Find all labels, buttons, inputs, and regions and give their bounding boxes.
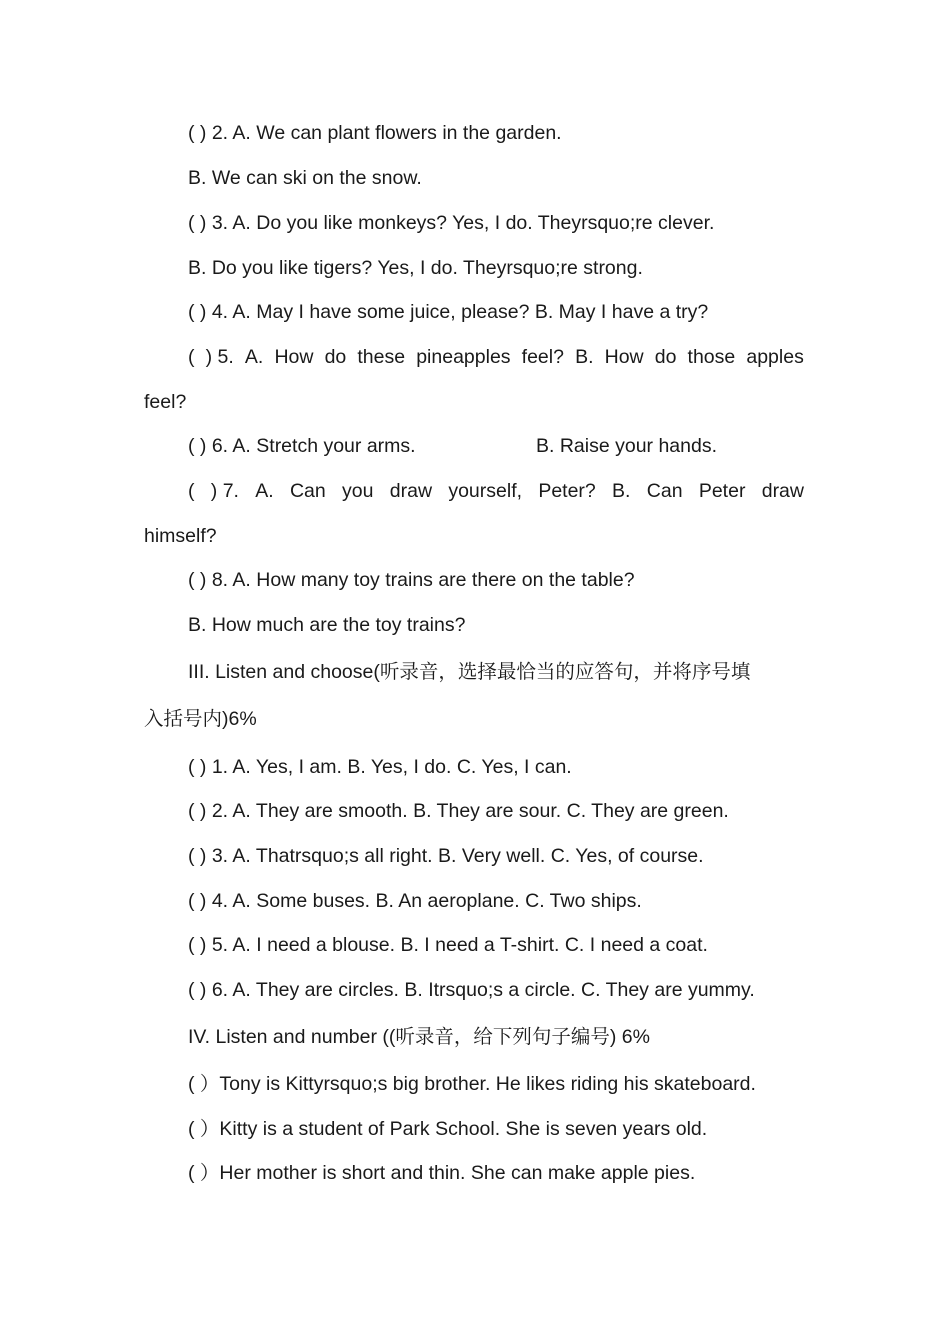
section-3-item-2: ( ) 2. A. They are smooth. B. They are sour. C. They are green. — [188, 800, 729, 822]
word: A. — [244, 346, 264, 368]
word: apples — [746, 346, 804, 368]
question-3-line: ( ) 3. A. Do you like monkeys? Yes, I do. Theyrsquo;re clever. — [188, 212, 715, 234]
section-3-item-1: ( ) 1. A. Yes, I am. B. Yes, I do. C. Yes, I can. — [188, 756, 572, 778]
word: you — [342, 480, 374, 502]
word: Can — [646, 480, 683, 502]
question-8-line: ( ) 8. A. How many toy trains are there on the table? — [188, 569, 635, 591]
section-4-heading: IV. Listen and number ((听录音，给下列句子编号) 6% — [188, 1026, 650, 1048]
word: How — [274, 346, 314, 368]
word: How — [604, 346, 644, 368]
word: pineapples — [416, 346, 511, 368]
section-3-item-6: ( ) 6. A. They are circles. B. Itrsquo;s a circle. C. They are yummy. — [188, 979, 755, 1001]
word: ( — [188, 480, 195, 502]
section-3-item-5: ( ) 5. A. I need a blouse. B. I need a T-shirt. C. I need a coat. — [188, 934, 708, 956]
word: yourself, — [448, 480, 523, 502]
word: feel? — [521, 346, 564, 368]
question-5-line — [188, 345, 804, 369]
word: Can — [289, 480, 326, 502]
section-4-item-3: ( ）Her mother is short and thin. She can make apple pies. — [188, 1162, 696, 1184]
question-3-option-b: B. Do you like tigers? Yes, I do. Theyrsquo;re strong. — [188, 257, 643, 279]
word: draw — [389, 480, 433, 502]
word: Peter — [698, 480, 746, 502]
word: these — [357, 346, 406, 368]
word: ) 5. — [205, 346, 234, 368]
section-3-item-4: ( ) 4. A. Some buses. B. An aeroplane. C. Two ships. — [188, 890, 642, 912]
word: ) 7. — [210, 480, 239, 502]
section-4-item-1: ( ）Tony is Kittyrsquo;s big brother. He likes riding his skateboard. — [188, 1073, 756, 1095]
word: ( — [188, 346, 195, 368]
question-6-option-a: ( ) 6. A. Stretch your arms. — [188, 435, 416, 457]
question-6-option-b: B. Raise your hands. — [536, 435, 718, 457]
word: B. — [612, 480, 631, 502]
question-7-continuation: himself? — [144, 525, 217, 547]
question-2-option-b: B. We can ski on the snow. — [188, 167, 422, 189]
word: Peter? — [538, 480, 596, 502]
word: B. — [575, 346, 594, 368]
question-5-continuation: feel? — [144, 391, 187, 413]
word: those — [687, 346, 736, 368]
word: do — [324, 346, 347, 368]
section-3-heading: III. Listen and choose(听录音，选择最恰当的应答句，并将序号填 — [188, 661, 751, 683]
question-4-line: ( ) 4. A. May I have some juice, please? B. May I have a try? — [188, 301, 709, 323]
question-7-line — [188, 479, 804, 503]
question-2-line: ( ) 2. A. We can plant flowers in the garden. — [188, 122, 562, 144]
word: draw — [761, 480, 804, 502]
word: do — [654, 346, 677, 368]
section-3-heading-continuation: 入括号内)6% — [144, 708, 257, 730]
section-4-item-2: ( ）Kitty is a student of Park School. She is seven years old. — [188, 1118, 708, 1140]
word: A. — [255, 480, 274, 502]
question-8-option-b: B. How much are the toy trains? — [188, 614, 466, 636]
section-3-item-3: ( ) 3. A. Thatrsquo;s all right. B. Very well. C. Yes, of course. — [188, 845, 704, 867]
